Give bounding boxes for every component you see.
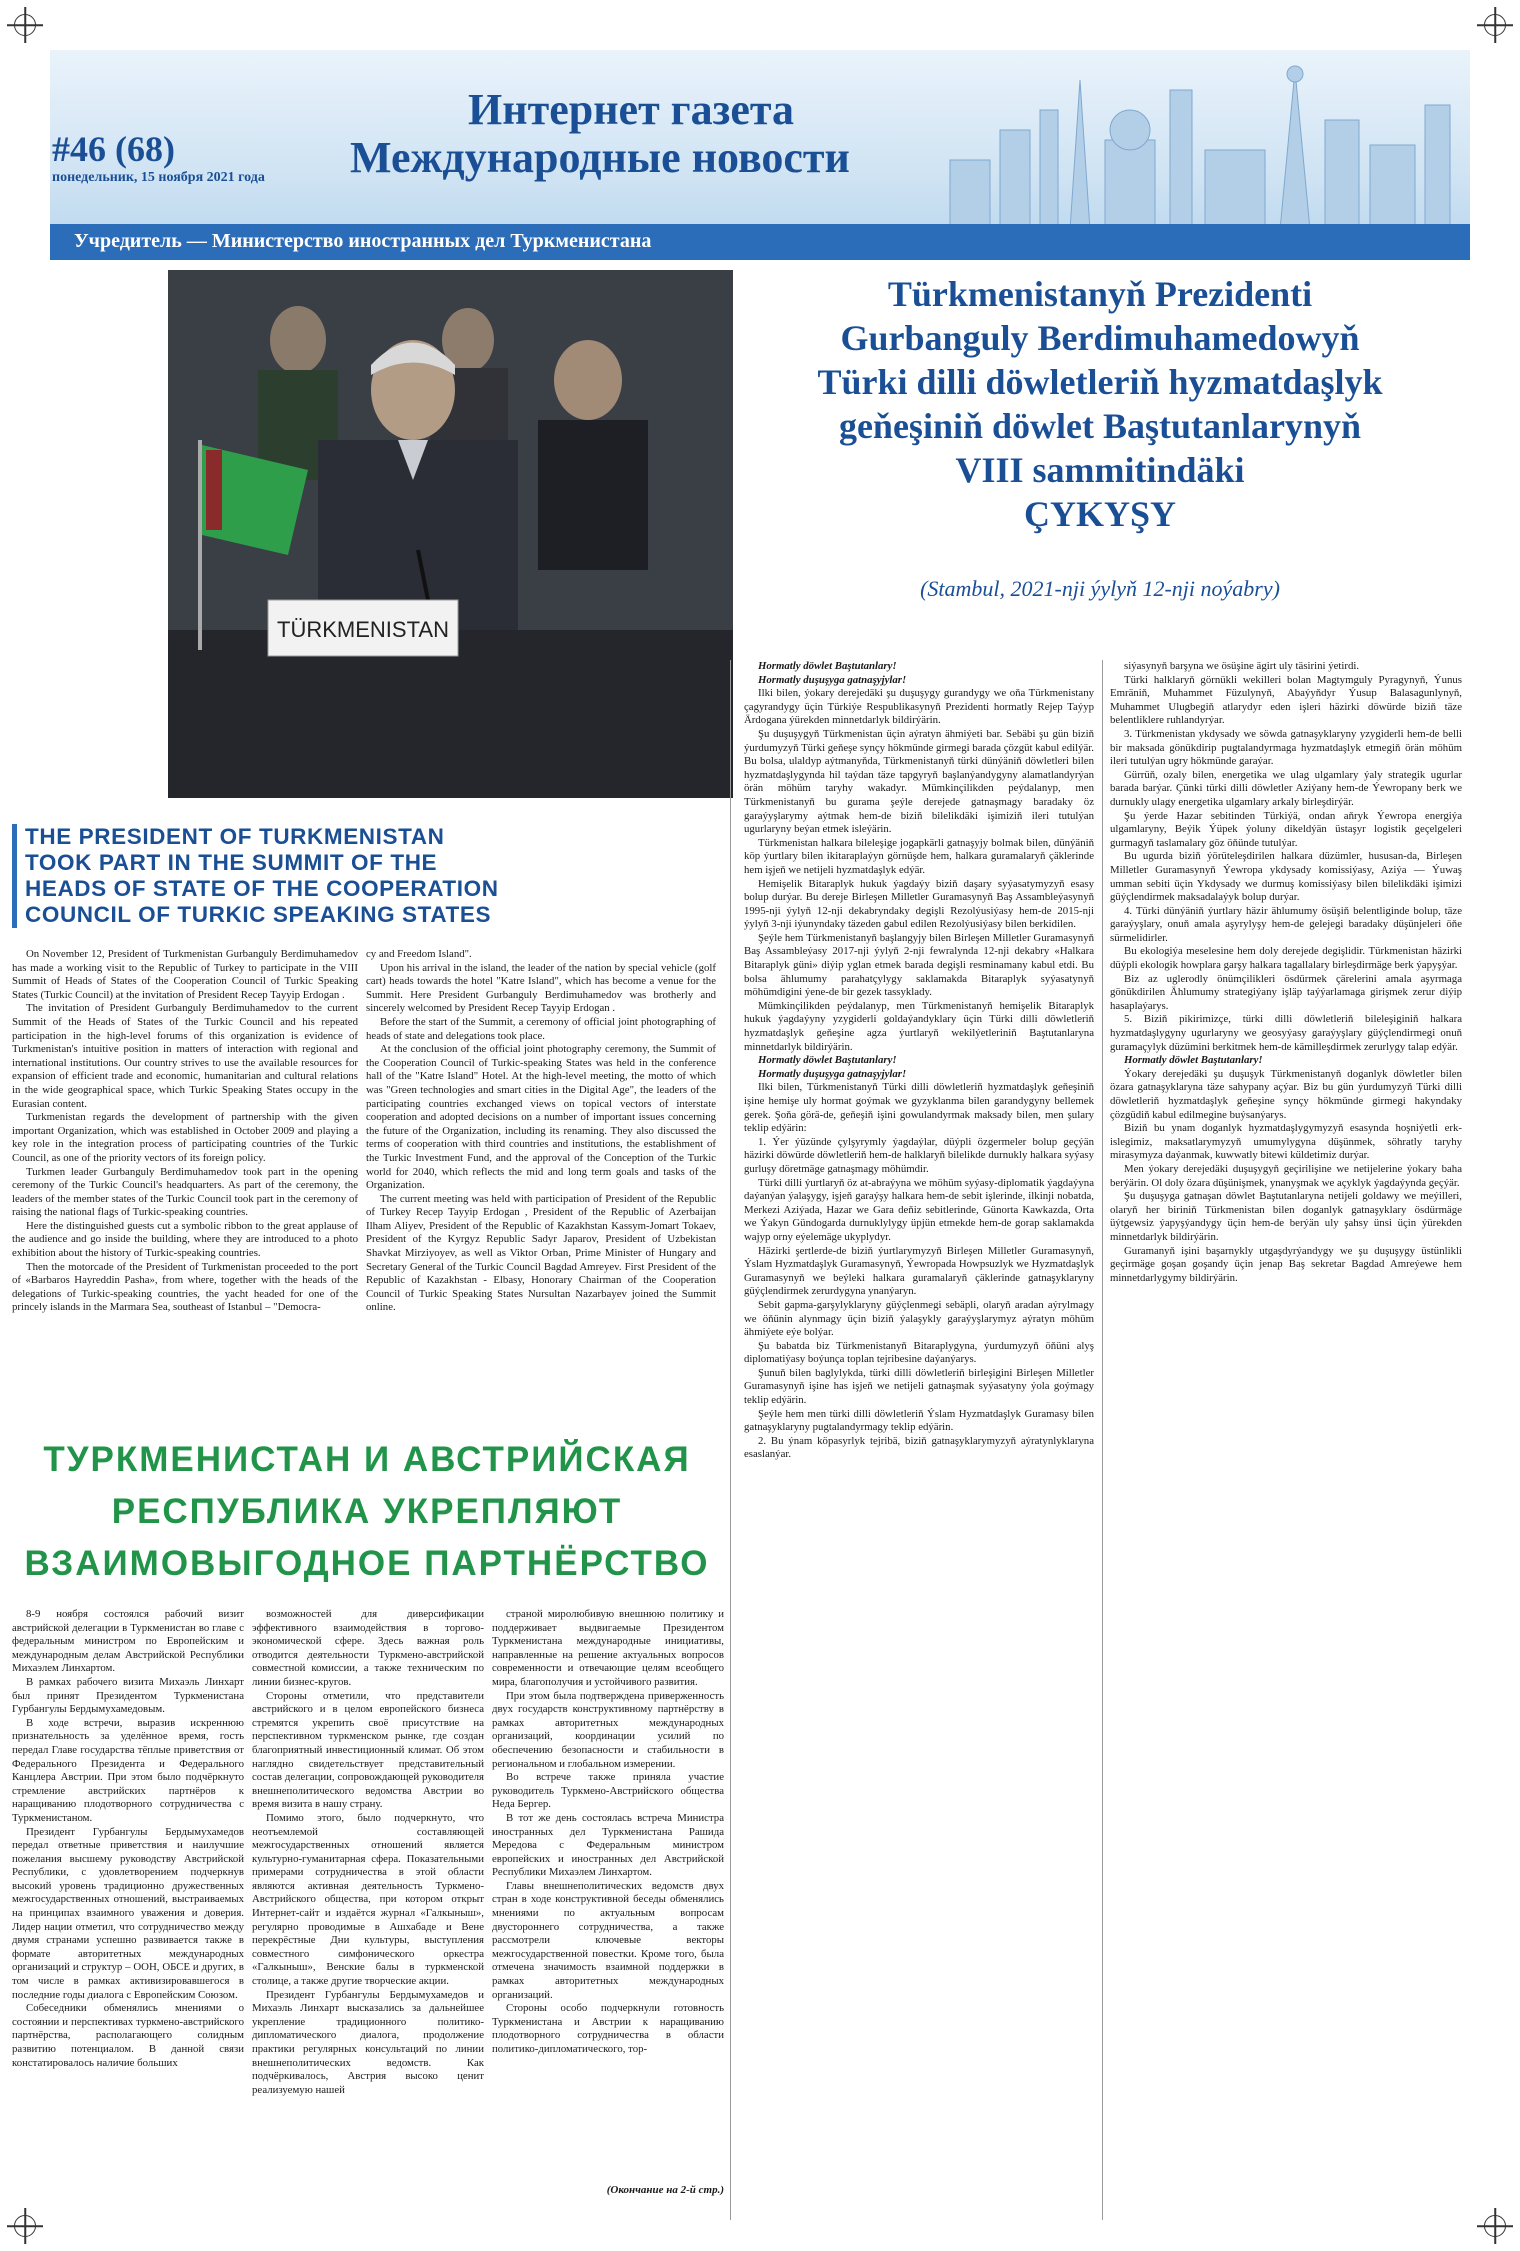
paragraph: 5. Biziň pikirimizçe, türki dilli döwletleriň bileleşiginiň halkara hyzmatdaşlygyny ugurlaryny we geosyýasy garaýyşlary güýçlendirmegi onuň guramaçylyk düzümini berkitmek hem-de kämilleşdirmek zerurlygy talap edýär. [1110, 1013, 1462, 1053]
paragraph: Şu ýerde Hazar sebitinden Türkiýä, ondan aňryk Ýewropa energiýa ulgamlaryny, Beýik Ýüpek ýoluny dikeldýän üstaşyr logistik geçelgeleri gurmagyň taslamalary göz öňünde tutulýar. [1110, 809, 1462, 849]
english-article-column-2 [366, 948, 716, 1424]
issue-date: понедельник, 15 ноября 2021 года [52, 170, 265, 185]
paragraph: Стороны особо подчеркнули готовность Туркменистана и Австрии к наращиванию плодотворного сотрудничества в области политико-дипломатического, тор- [492, 2002, 724, 2055]
paragraph: Ýokary derejedäki şu duşuşyk Türkmenistanyň doganlyk döwletler bilen özara gatnaşyklaryna täze sahypany açýar. Biz bu gün ýurdumyzyň Türki dilli döwletleriň hyzmatdaşlyk geňeşine synçy hökmünde girmegi hakyndaky çözgüdiň kabul edilmegine buýsanýarys. [1110, 1067, 1462, 1121]
paragraph: Şu duşuşyga gatnaşan döwlet Baştutanlaryna netijeli goldawy we meýilleri, olaryň her biriniň Türkmenistan bilen doganlyk gatnaşyklary ösdürmäge üýtgewsiz ýapyşýandygy üçin hem-de berýän uly şahsy ünsi üçin ýürekden minnetdarlyk bildirýärin. [1110, 1190, 1462, 1243]
registration-mark [1484, 14, 1506, 36]
paragraph: Şu babatda biz Türkmenistanyň Bitaraplygyna, ýurdumyzyň öňüni alyş diplomatiýasy boýunça toplan tejribesine daýanýarys. [744, 1339, 1094, 1366]
masthead [50, 50, 1470, 260]
paragraph: Guramanyň işini başarnykly utgaşdyrýandygy we şu duşuşygy üstünlikli geçirmäge goşan goşandy üçin jenap Baş sekretar Bagdad Amreýewe hem minnetdarlygymy bildirýärin. [1110, 1244, 1462, 1284]
paragraph: страной миролюбивую внешнюю политику и поддерживает выдвигаемые Президентом Туркменистана международные инициативы, направленные на решение актуальных вопросов современности и отвечающие целям всеобщего мира, благополучия и устойчивого развития. [492, 1608, 724, 1688]
paragraph: 1. Ýer ýüzünde çylşyrymly ýagdaýlar, düýpli özgermeler bolup geçýän häzirki döwürde döwletleriň hem-de halklaryň bilelikde durnukly halkara syýasy gurluşy döretmäge gatnaşmagy möhümdir. [744, 1135, 1094, 1175]
paragraph: The current meeting was held with participation of President of the Republic of Turkey Recep Tayyip Erdogan , President of the Republic of Azerbaijan Ilham Aliyev, President of the Republic of Kazakhstan Kassym-Jomart Tokaev, President of the Kyrgyz Republic Sadyr Japarov, President of Uzbekistan Shavkat Mirziyoyev, as well as Viktor Orban, Prime Minister of Hungary and Secretary General of the Turkic Council Bagdad Amreyev. First President of the Republic of Kazakhstan - Elbasy, Honorary Chairman of the Cooperation Council of Turkic Speaking States Nursultan Nazarbayev joined the Summit online. [366, 1192, 716, 1314]
main-headline [740, 272, 1460, 536]
russian-article-column-2 [252, 1608, 484, 2216]
paragraph: Before the start of the Summit, a ceremony of official joint photographing of heads of state and delegations took place. [366, 1015, 716, 1042]
paragraph: возможностей для диверсификации эффективного взаимодействия в торгово-экономической сфере. Здесь важная роль отводится деятельности Туркмено-австрийской совместной комиссии, а также техническим по линии бизнес-кругов. [252, 1608, 484, 1688]
turkmen-speech-column-1 [744, 660, 1094, 2220]
paragraph: Şunuň bilen baglylykda, türki dilli döwletleriň birleşigini Birleşen Milletler Guramasynyň işine has işjeň we netijeli gatnaşmak syýasatyny ýola goýmagy teklip edýärin. [744, 1366, 1094, 1407]
summit-photo [168, 270, 733, 798]
paragraph: В тот же день состоялась встреча Министра иностранных дел Туркменистана Рашида Мередова с Федеральным министром европейских и иностранных дел Австрийской Республики Михаэлем Линхартом. [492, 1811, 724, 1879]
paragraph: Upon his arrival in the island, the leader of the nation by special vehicle (golf cart) heads towards the hotel "Katre Island", which has become a venue for the Summit. Here President Gurbanguly Berdimuhamedov was brotherly and sincerely welcomed by President Recep Tayyip Erdogan . [366, 961, 716, 1015]
paragraph: Şu duşuşygyň Türkmenistan üçin aýratyn ähmiýeti bar. Sebäbi şu gün biziň ýurdumyzyň Türki geňeşe synçy hökmünde girmegi barada çözgüt kabul edilýär. Bu bolsa, ulaldyp aýtmanyňda, Türkmenistanyň türki dünýäniň döwletleri bilen hyzmatdaşlygynda hil taýdan täze tapgyryň başlanýandygyny alamatlandyrýan örän möhüm taryhy wakadyr. Mümkinçilikden peýdalanyp, men Türkmenistanyň bu gurama şeýle derejede gatnaşmagy baradaky öz garaýyşlarymy aýtmak hem-de biziň bilelikdäki işimiziň ileri tutulýan ugurlaryny beýan etmek isleýärin. [744, 727, 1094, 836]
registration-mark [14, 2215, 36, 2237]
headline-line: Türkmenistanyň Prezidenti [887, 274, 1313, 314]
paragraph: Sebit gapma-garşylyklaryny güýçlenmegi sebäpli, olaryň aradan aýrylmagy we öňünin alynmagy üçin biziň ýalaşykly garaýyşlarymyz aýratyn möhüm ähmiýete eýe bolýar. [744, 1298, 1094, 1339]
registration-mark [1484, 2215, 1506, 2237]
paragraph: Собеседники обменялись мнениями о состоянии и перспективах туркмено-австрийского партнёрства, располагающего солидным развитию потенциалом. В данной связи констатировалось наличие больших [12, 2002, 244, 2069]
paragraph: On November 12, President of Turkmenistan Gurbanguly Berdimuhamedov has made a working visit to the Republic of Turkey to participate in the VIII Summit of Heads of States of the Cooperation Council of Turkic Speaking States (Turkic Council) at the invitation of President Recep Tayyip Erdogan . [12, 948, 358, 1001]
continued-note: (Окончание на 2-й стр.) [606, 2184, 724, 2196]
paragraph: 3. Türkmenistan ykdysady we söwda gatnaşyklaryny yzygiderli hem-de belli bir maksada gönükdirip pugtalandyrmaga hyzmatdaşlyk etmegiň örän möhüm ileri tutulýan ugry hökmünde garaýar. [1110, 727, 1462, 768]
paragraph: Türki dilli ýurtlaryň öz at-abraýyna we möhüm syýasy-diplomatik ýagdaýyna daýanýan ýalaşygy, işjeň garaýşy halkara hem-de sebit işlerinde, ilkinji nobatda, Merkezi Aziýada, Hazar we Gara deňiz sebitlerinde, Günorta Kawkazda, Orta we Ýakyn Gündogarda durnuklylygy üpjün etmekde hem-de gorap saklamakda wajyp orny eýelemäge ukyplydyr. [744, 1176, 1094, 1243]
paragraph: At the conclusion of the official joint photography ceremony, the Summit of the Cooperation Council of Turkic-speaking States was held in the conference hall of the "Katre Island" Hotel. At the high-level meeting, the motto of which was "Green technologies and smart cities in the Digital Age", the leaders of the participating countries exchanged views on topical vectors of interstate cooperation and adopted decisions on a number of important issues concerning the future of the Organization, including its renaming. They also discussed the terms of cooperation with third countries and institutions, the establishment of the Turkic Investment Fund, and the approval of the Conception of the Turkic world for 2040, which reflects the mid and long term goals and tasks of the Organization. [366, 1043, 716, 1192]
paragraph: Mümkinçilikden peýdalanyp, men Türkmenistanyň hemişelik Bitaraplyk hukuk ýagdaýyny yzygiderli goldaýandyklary üçin Türki dilli döwletleriň hyzmatdaşlyk geňeşine agza ýurtlaryň wekilýetleriniň Baştutanlaryna minnetdarlyk bildirýärin. [744, 999, 1094, 1053]
paragraph: siýasynyň barşyna we ösüşine ägirt uly täsirini ýetirdi. [1124, 660, 1360, 672]
paragraph: Türkmenistan halkara bileleşige jogapkärli gatnaşyjy bolmak bilen, dünýäniň köp ýurtlary bilen ikitaraplaýyn görnüşde hem, halkara guramalaryň çäklerinde hem işjeň we netijeli hyzmatdaşlyk edýär. [744, 836, 1094, 876]
headline-line: Gurbanguly Berdimuhamedowyň [840, 318, 1360, 358]
paragraph: Помимо этого, было подчеркнуто, что неотъемлемой составляющей межгосударственных отношений является культурно-гуманитарная сфера. Показательными примерами сотрудничества в этой области являются активная деятельность Туркмено-Австрийского общества, при котором открыт Интернет-сайт и издаётся журнал «Галкыныш», регулярно проводимые в Ашхабаде и Вене перекрёстные Дни культуры, выступления совместного симфонического оркестра «Галкыныш», Венские балы в туркменской столице, а также другие творческие акции. [252, 1811, 484, 1988]
salutation: Hormatly duşuşyga gatnaşyjylar! [758, 1067, 907, 1080]
issue-number: #46 (68) [52, 129, 175, 169]
salutation: Hormatly duşuşyga gatnaşyjylar! [758, 673, 907, 686]
headline-line: TOOK PART IN THE SUMMIT OF THE [25, 850, 438, 875]
newspaper-title-line1: Интернет газета [468, 85, 795, 134]
salutation: Hormatly döwlet Baştutanlary! [758, 660, 897, 672]
paragraph: Ilki bilen, Türkmenistanyň Türki dilli döwletleriň hyzmatdaşlyk geňeşiniň işine hemişe uly hormat goýmak we gyzyklanma bilen garandygyny bellemek gerek. Şoňa görä-de, geňeşiň işini gowulandyrmak maksady bilen, men şulary teklip edýärin: [744, 1081, 1094, 1135]
paragraph: cy and Freedom Island". [366, 948, 472, 960]
headline-line: РЕСПУБЛИКА УКРЕПЛЯЮТ [111, 1492, 623, 1531]
russian-headline [12, 1434, 722, 1590]
summit-scene-illustration [168, 270, 733, 798]
registration-mark [14, 14, 36, 36]
russian-article-column-3 [492, 1608, 724, 2216]
paragraph: Ilki bilen, ýokary derejedäki şu duşuşygy gurandygy we oňa Türkmenistany çagyrandygy üçin Türkiýe Respublikasynyň Prezidenti hormatly Rejep Taýyp Ärdogana ýürekden minnetdarlyk bildirýärin. [744, 687, 1094, 727]
headline-line: ТУРКМЕНИСТАН И АВСТРИЙСКАЯ [43, 1440, 691, 1479]
paragraph: Президент Гурбангулы Бердымухамедов передал ответные приветствия и наилучшие пожелания высшему руководству Австрийской Республики, с удовлетворением подчеркнув высокий уровень традиционно дружественных межгосударственных отношений, выстраиваемых на принципах взаимного уважения и доверия. Лидер нации отметил, что сотрудничество между двумя странами успешно развивается также в формате авторитетных международных организаций и структур – ООН, ОБСЕ и других, в том числе в рамках активизировавшегося в последние годы диалога с Европейским Союзом. [12, 1825, 244, 2001]
newspaper-title-line2: Международные новости [350, 133, 850, 182]
paragraph: Türki halklaryň görnükli wekilleri bolan Magtymguly Pyragynyň, Ýunus Emräniň, Muhammet Füzulynyň, Abaýyňdyr Ýusup Balasagunlynyň, Muhammet Ulugbegiň atlarydyr eden işleri häzirki döwürde biziň täze belentliklere ruhlandyrýar. [1110, 673, 1462, 727]
paragraph: Şeýle hem men türki dilli döwletleriň Ýslam Hyzmatdaşlyk Guramasy bilen gatnaşyklaryny pugtalandyrmagy teklip edýärin. [744, 1407, 1094, 1434]
paragraph: Hemişelik Bitaraplyk hukuk ýagdaýy biziň daşary syýasatymyzyň esasy bolup durýar. Bu dereje Birleşen Milletler Guramasynyň Baş Assambleýasynyň 1995-nji ýylyň 12-nji dekabryndaky degişli Rezolýusiýasy hem-de 2015-nji ýylyň 3-nji iýunyndaky täzeden gabul edilen Rezolýusiýasy bilen berkidilen. [744, 877, 1094, 931]
paragraph: При этом была подтверждена приверженность двух государств конструктивному партнёрству в рамках авторитетных международных организаций, координации усилий по обеспечению безопасности и стабильности в региональном и глобальном измерении. [492, 1689, 724, 1770]
paragraph: Şeýle hem Türkmenistanyň başlangyjy bilen Birleşen Milletler Guramasynyň Baş Assambleýasy 2017-nji ýylyň 2-nji fewralynda 12-nji dekabry «Halkara Bitaraplyk güni» diýip yglan etmek barada degişli resminamany kabul etdi. Bu bolsa ählumumy parahatçylygy saklamakda Bitaraplyk syýasatynyň möhümdigini ýene-de bir gezek tassyklady. [744, 931, 1094, 999]
english-headline [12, 824, 610, 928]
paragraph: Bu ugurda biziň ýörüteleşdirilen halkara düzümler, hususan-da, Birleşen Milletler Guramasynyň Ýewropa ykdysady komissiýasy, Aziýa — Ýuwaş umman sebiti üçin Ykdysady we durmuş komissiýasy bilen bilelikdäki işimizi güýçlendirmek maksadalaýyk bolup durýar. [1110, 850, 1462, 904]
headline-subtitle: (Stambul, 2021-nji ýylyň 12-nji noýabry) [920, 576, 1280, 601]
paragraph: Biz az uglerodly önümçilikleri ösdürmek çärelerini amala aşyrmaga gönükdirilen Ählumumy strategiýany işläp taýýarlamaga girişmek zerur diýip hasaplaýarys. [1110, 972, 1462, 1012]
paragraph: 4. Türki dünýäniň ýurtlary häzir ählumumy ösüşiň belentliginde bolup, täze garaýyşlary, onuň amala aşyrylyşy hem-de gelejegi baradaky düşünjeleri öňe sürmelidirler. [1110, 904, 1462, 944]
russian-article-column-1 [12, 1608, 244, 2216]
salutation: Hormatly döwlet Baştutanlary! [758, 1054, 897, 1067]
paragraph: The invitation of President Gurbanguly Berdimuhamedov to the current Summit of the Heads of States of the Turkic Council and his repeated participation in the high-level forums of this organization is evidence of Turkmenistan's intuitive position in matters of interaction with regional and international institutions. Our country strives to use the available resources for expansion of efficient trade and economic, humanitarian and cultural relations in the wide geographical space, which Turkic Speaking States occupy in the Eurasian content. [12, 1002, 358, 1110]
paragraph: В ходе встречи, выразив искреннюю признательность за уделённое время, гость передал Главе государства тёплые приветствия от Федерального Президента и Федерального Канцлера Австрии. При этом было подчёркнуто стремление австрийских партнёров к наращиванию плодотворного сотрудничества с Туркменистаном. [12, 1716, 244, 1824]
turkmen-speech-column-2 [1110, 660, 1462, 2220]
headline-line: VIII sammitindäki [955, 450, 1245, 490]
paragraph: Gürrüň, ozaly bilen, energetika we ulag ulgamlary ýaly strategik ugurlar barada barýar. Çünki türki dilli döwletler Aziýany hem-de Ýewropany berk we durnukly ulagy energetika ulgamlary arkaly birleşdirýär. [1110, 768, 1462, 808]
paragraph: Men ýokary derejedäki duşuşygyň geçirilişine we netijelerine ýokary baha berýärin. Ol doly özara düşünişmek, ynanyşmak we açyklyk ýagdaýynda geçýär. [1110, 1162, 1462, 1189]
paragraph: Häzirki şertlerde-de biziň ýurtlarymyzyň Birleşen Milletler Guramasynyň, Ýslam Hyzmatdaşlyk Guramasynyň, Ýewropada Howpsuzlyk we Hyzmatdaşlyk Guramasynyň we beýleki halkara guramalaryň çäklerinde gatnaşyklaryny güýçlendirmek zerurdygyna ynanýaryn. [744, 1244, 1094, 1298]
headline-line: HEADS OF STATE OF THE COOPERATION [25, 876, 499, 901]
paragraph: Главы внешнеполитических ведомств двух стран в ходе конструктивной беседы обменялись мнениями по актуальным вопросам двустороннего сотрудничества, а также рассмотрели ключевые векторы межгосударственной повестки. Кроме того, была отмечена значимость взаимной поддержки в рамках авторитетных международных организаций. [492, 1879, 724, 2001]
column-divider [1102, 660, 1103, 2220]
paragraph: Во встрече также приняла участие руководитель Туркмено-Австрийского общества Неда Бергер. [492, 1771, 724, 1811]
paragraph: Then the motorcade of the President of Turkmenistan proceeded to the port of «Barbaros Hayreddin Pasha», from where, together with the heads of the delegations of Turkic-speaking countries, the yacht headed for one of the princely islands in the Marmara Sea, southeast of Istanbul – "Democra- [12, 1260, 358, 1314]
paragraph: Here the distinguished guests cut a symbolic ribbon to the great applause of the audience and go inside the building, where they are introduced to a photo exhibition about the history of Turkic-speaking countries. [12, 1219, 358, 1260]
column-divider [730, 660, 731, 2220]
paragraph: Bu ekologiýa meselesine hem doly derejede degişlidir. Türkmenistan häzirki düýpli ekologik howplara garşy halkara tagallalary birleşdirmäge berk ýapyşýar. [1110, 945, 1462, 972]
paragraph: Президент Гурбангулы Бердымухамедов и Михаэль Линхарт высказались за дальнейшее укрепление традиционного политико-дипломатического диалога, продолжение практики регулярных консультаций по линии внешнеполитических ведомств. Как подчёркивалось, Австрия высоко ценит реализуемую нашей [252, 1988, 484, 2096]
paragraph: Стороны отметили, что представители австрийского и в целом европейского бизнеса стремятся укрепить своё присутствие на перспективном туркменском рынке, где создан благоприятный инвестиционный климат. Об этом наглядно свидетельствует представительный состав делегации, сопровождающей руководителя внешнеполитического ведомства Австрии во время визита в нашу страну. [252, 1689, 484, 1811]
headline-line: ВЗАИМОВЫГОДНОЕ ПАРТНЁРСТВО [24, 1544, 710, 1583]
salutation: Hormatly döwlet Baştutanlary! [1124, 1054, 1263, 1067]
english-article-column-1 [12, 948, 358, 1424]
headline-line: THE PRESIDENT OF TURKMENISTAN [25, 824, 445, 849]
headline-line: ÇYKYŞY [1023, 494, 1176, 534]
headline-line: geňeşiniň döwlet Baştutanlarynyň [838, 406, 1362, 446]
paragraph: В рамках рабочего визита Михаэль Линхарт был принят Президентом Туркменистана Гурбангулы Бердымухамедовым. [12, 1675, 244, 1716]
paragraph: Turkmenistan regards the development of partnership with the given important Organization, which was established in October 2009 and playing a key role in the integration process of participating countries of the Turkic Council, as one of the priority vectors of its foreign policy. [12, 1111, 358, 1164]
headline-line: COUNCIL OF TURKIC SPEAKING STATES [25, 902, 492, 927]
headline-line: Türki dilli döwletleriň hyzmatdaşlyk [817, 362, 1383, 402]
paragraph: 8-9 ноября состоялся рабочий визит австрийской делегации в Туркменистан во главе с федеральным министром по Европейским и международным делам Австрийской Республики Михаэлем Линхартом. [12, 1608, 244, 1675]
paragraph: 2. Bu ýnam köpasyrlyk tejribä, biziň gatnaşyklarymyzyň aýratynlyklaryna esaslanýar. [744, 1434, 1094, 1461]
photo-nameplate-text: TÜRKMENISTAN [277, 617, 449, 642]
paragraph: Turkmen leader Gurbanguly Berdimuhamedov took part in the opening ceremony of the Turkic Council's headquarters. As part of the ceremony, the leaders of the member states of the Turkic Council took part in the ceremony of raising the national flags of Turkic-speaking countries. [12, 1165, 358, 1219]
founder-banner: Учредитель — Министерство иностранных дел Туркменистана [50, 224, 1470, 260]
paragraph: Biziň bu ynam doganlyk hyzmatdaşlygymyzyň esasynda hoşniýetli erk-islegimiz, maksatlarymyzyň umumylygyna düşünmek, söhratly taryhy mirasymyza daýanmak, kuwwatly bitewi küldetimiz durýar. [1110, 1122, 1462, 1162]
